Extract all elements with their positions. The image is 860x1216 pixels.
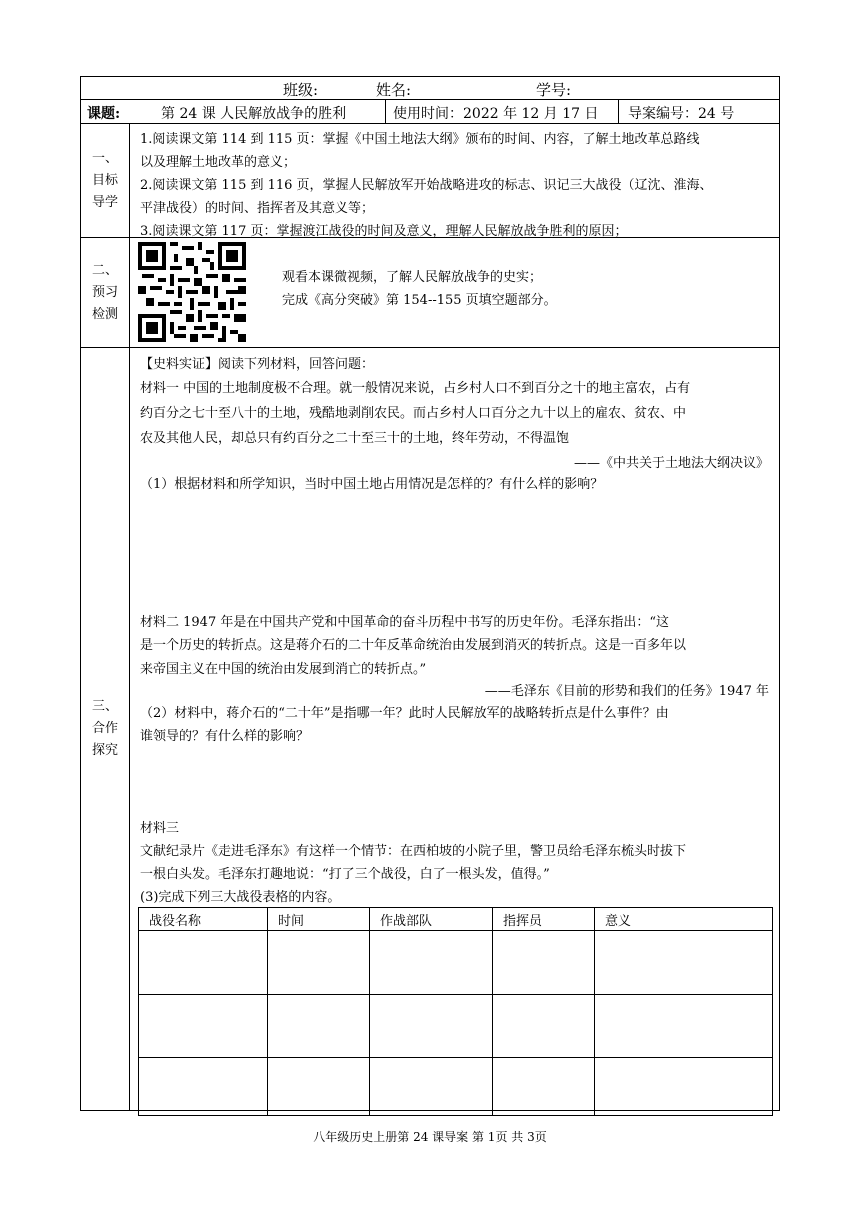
label-line: 检测: [91, 306, 118, 322]
case-number: 导案编号：24 号: [628, 106, 735, 122]
header-troops: 作战部队: [370, 908, 493, 931]
label-line: 预习: [91, 284, 118, 300]
table-cell[interactable]: [595, 995, 773, 1058]
header-row: [81, 77, 779, 100]
table-cell[interactable]: [139, 1058, 268, 1116]
divider: [385, 100, 386, 123]
label-line: 三、: [91, 699, 118, 714]
worksheet: [80, 76, 780, 1111]
name-field: [376, 79, 493, 100]
answer2-area[interactable]: [140, 748, 769, 808]
table-cell[interactable]: [139, 931, 268, 995]
header-battle-name: 战役名称: [139, 908, 268, 931]
section-preview-label: [81, 238, 129, 347]
goal-line: 以及理解土地改革的意义；: [140, 155, 297, 170]
question2-line: 谁领导的？有什么样的影响？: [140, 729, 310, 744]
label-line: 探究: [91, 743, 118, 758]
material3-line: 文献纪录片《走进毛泽东》有这样一个情节：在西柏坡的小院子里，警卫员给毛泽东梳头时拔下: [140, 844, 687, 859]
header-commander: 指挥员: [493, 908, 595, 931]
page-footer: 八年级历史上册第 24 课导案 第 1页 共 3页: [313, 1130, 547, 1144]
table-cell[interactable]: [370, 931, 493, 995]
section-preview: [81, 238, 779, 348]
label-line: 目标: [91, 172, 118, 188]
label-line: 二、: [91, 262, 118, 278]
header-significance: 意义: [595, 908, 773, 931]
question1: （1）根据材料和所学知识，当时中国土地占用情况是怎样的？有什么样的影响？: [140, 477, 604, 492]
material1-line: 材料一 中国的土地制度极不合理。就一般情况来说，占乡村人口不到百分之十的地主富农，占有: [140, 381, 691, 396]
answer1-area[interactable]: [140, 496, 769, 606]
preview-line: 观看本课微视频，了解人民解放战争的史实；: [282, 270, 543, 285]
topic-label: 课题:: [87, 106, 121, 122]
table-cell[interactable]: [493, 995, 595, 1058]
material1-line: 农及其他人民，却总只有约百分之二十至三十的土地，终年劳动，不得温饱: [140, 431, 570, 446]
table-cell[interactable]: [595, 931, 773, 995]
material2-line: 是一个历史的转折点。这是蒋介石的二十年反革命统治由发展到消灭的转折点。这是一百多年以: [140, 638, 687, 653]
goal-line: 3.阅读课文第 117 页：掌握渡江战役的时间及意义，理解人民解放战争胜利的原因；: [140, 224, 628, 239]
table-cell[interactable]: [370, 995, 493, 1058]
table-row: [139, 1058, 773, 1116]
preview-line: 完成《高分突破》第 154--155 页填空题部分。: [282, 293, 557, 308]
material3-title: 材料三: [140, 821, 180, 836]
label-line: 一、: [91, 150, 118, 166]
battle-table: [138, 907, 773, 1116]
section-preview-content: [130, 238, 779, 347]
material2-line: 来帝国主义在中国的统治由发展到消亡的转折点。”: [140, 662, 427, 677]
table-row: [139, 995, 773, 1058]
use-date: 使用时间：2022 年 12 月 17 日: [393, 106, 599, 122]
header-time: 时间: [268, 908, 370, 931]
label-line: 合作: [91, 721, 118, 736]
table-cell[interactable]: [493, 1058, 595, 1116]
table-cell[interactable]: [370, 1058, 493, 1116]
inquiry-intro: 【史料实证】阅读下列材料，回答问题：: [140, 357, 375, 372]
divider: [618, 100, 619, 123]
question3: (3)完成下列三大战役表格的内容。: [140, 890, 341, 905]
lesson-title: 第 24 课 人民解放战争的胜利: [161, 106, 347, 122]
label-line: 导学: [91, 194, 118, 210]
student-id-label: 学号:: [536, 81, 572, 99]
table-cell[interactable]: [268, 931, 370, 995]
section-goals: [81, 124, 779, 238]
section-goals-content: [130, 124, 779, 237]
student-id-field: [536, 79, 647, 100]
material2-line: 材料二 1947 年是在中国共产党和中国革命的奋斗历程中书写的历史年份。毛泽东指出：“这: [140, 615, 669, 630]
class-blank[interactable]: [318, 81, 384, 100]
topic-row: [81, 100, 779, 124]
student-id-blank[interactable]: [571, 81, 647, 100]
table-cell[interactable]: [268, 1058, 370, 1116]
goal-line: 平津战役）的时间、指挥者及其意义等；: [140, 201, 375, 216]
class-field: [283, 79, 384, 100]
section-inquiry: [81, 348, 779, 1110]
question2-line: （2）材料中，蒋介石的“二十年”是指哪一年？此时人民解放军的战略转折点是什么事件？由: [140, 706, 669, 721]
section-goals-label: [81, 124, 129, 237]
table-cell[interactable]: [139, 995, 268, 1058]
table-cell[interactable]: [595, 1058, 773, 1116]
class-label: 班级:: [283, 81, 319, 99]
material3-line: 一根白头发。毛泽东打趣地说：“打了三个战役，白了一根头发，值得。”: [140, 867, 550, 882]
material2-source: ——毛泽东《目前的形势和我们的任务》1947 年: [484, 684, 769, 699]
table-row: [139, 931, 773, 995]
qr-code-icon[interactable]: [138, 242, 246, 342]
table-cell[interactable]: [268, 995, 370, 1058]
goal-line: 1.阅读课文第 114 到 115 页：掌握《中国土地法大纲》颁布的时间、内容，了解土地改革总路线: [140, 132, 700, 147]
name-blank[interactable]: [411, 81, 493, 100]
material1-source: ——《中共关于土地法大纲决议》: [573, 456, 769, 471]
section-inquiry-content: [130, 348, 779, 1110]
material1-line: 约百分之七十至八十的土地，残酷地剥削农民。而占乡村人口百分之九十以上的雇农、贫农、中: [140, 406, 687, 421]
table-cell[interactable]: [493, 931, 595, 995]
goal-line: 2.阅读课文第 115 到 116 页，掌握人民解放军开始战略进攻的标志、识记三大战役（辽沈、淮海、: [140, 178, 713, 193]
name-label: 姓名:: [376, 81, 412, 99]
battle-table-header: [139, 908, 773, 931]
section-inquiry-label: [81, 348, 129, 1110]
